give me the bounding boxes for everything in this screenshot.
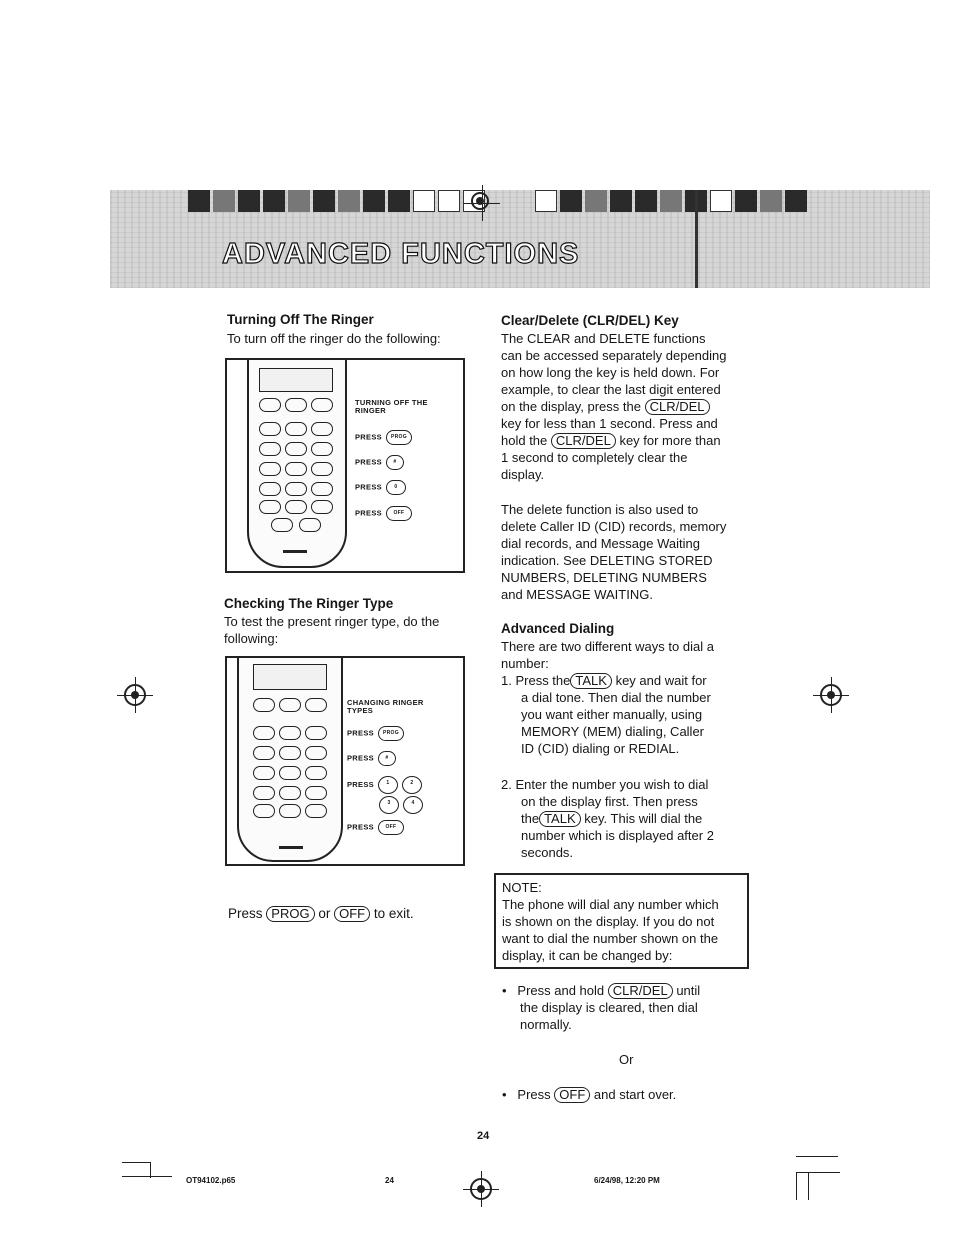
- ringer-type-illustration: [225, 656, 465, 866]
- ringer-off-intro: To turn off the ringer do the following:: [227, 331, 441, 346]
- clr-del-key: CLR/DEL: [608, 983, 673, 999]
- phone-handset-illustration: [237, 656, 343, 862]
- diagram-step: PRESS 1 2: [347, 776, 422, 794]
- crop-mark: [796, 1172, 840, 1173]
- bullet-icon: •: [502, 1087, 507, 1102]
- crop-mark: [150, 1162, 151, 1178]
- diagram-step: 3 4: [375, 796, 423, 814]
- phone-display: [259, 368, 333, 392]
- registration-target-icon: [820, 684, 842, 706]
- footer-page: 24: [385, 1176, 394, 1185]
- exit-instruction: Press PROG or OFF to exit.: [228, 906, 414, 921]
- talk-key: TALK: [570, 673, 612, 689]
- prog-key: PROG: [266, 906, 314, 922]
- dialing-step-2: 2. Enter the number you wish to dial on the display first. Then press the TALK key. This will dial the number which is displayed after 2 seconds.: [501, 777, 714, 860]
- dialing-step-1: 1. Press the TALK key and wait for a dial tone. Then dial the number you want either manually, using MEMORY (MEM) dialing, Caller ID (CID) dialing or REDIAL.: [501, 673, 711, 756]
- registration-target-icon: [124, 684, 146, 706]
- ringer-type-intro: To test the present ringer type, do the following:: [224, 614, 440, 646]
- clr-del-paragraph: The CLEAR and DELETE functions can be accessed separately depending on how long the key is held down. For example, to clear the last digit entered on the display, press the CLR/DEL key for less than 1 second. Press and hold the CLR/DEL key for more than 1 second to completely clear the display.: [501, 331, 727, 482]
- note-title: NOTE:: [502, 880, 542, 895]
- crop-mark: [122, 1162, 150, 1163]
- advanced-dialing-heading: Advanced Dialing: [501, 621, 615, 636]
- off-key: OFF: [334, 906, 370, 922]
- diagram-step: PRESS PROG: [347, 726, 404, 741]
- diagram-caption: TYPES: [347, 706, 374, 715]
- diagram-caption: RINGER: [355, 406, 386, 415]
- banner-blocks-right: [535, 190, 807, 212]
- crop-mark: [122, 1176, 172, 1177]
- section-title: ADVANCED FUNCTIONS: [222, 238, 580, 270]
- bullet-off: • Press OFF and start over.: [502, 1087, 677, 1102]
- page-number: 24: [477, 1130, 490, 1142]
- footer-filename: OT94102.p65: [186, 1176, 236, 1185]
- clr-del-key: CLR/DEL: [551, 433, 616, 449]
- ringer-type-heading: Checking The Ringer Type: [224, 596, 394, 611]
- crop-mark: [796, 1172, 797, 1200]
- bullet-icon: •: [502, 983, 507, 998]
- ringer-off-heading: Turning Off The Ringer: [227, 312, 374, 327]
- clr-del-heading: Clear/Delete (CLR/DEL) Key: [501, 313, 679, 328]
- diagram-caption: CHANGING RINGER: [347, 698, 424, 707]
- bullet-clr-del: • Press and hold CLR/DEL until the display is cleared, then dial normally.: [502, 983, 701, 1032]
- phone-handset-illustration: [247, 358, 347, 568]
- diagram-caption: TURNING OFF THE: [355, 398, 428, 407]
- registration-target-icon: [471, 192, 489, 210]
- diagram-step: PRESS 0: [355, 480, 406, 495]
- diagram-step: PRESS PROG: [355, 430, 412, 445]
- ringer-off-illustration: [225, 358, 465, 573]
- or-separator: Or: [619, 1052, 634, 1067]
- talk-key: TALK: [539, 811, 581, 827]
- crop-mark: [808, 1172, 809, 1200]
- off-key: OFF: [554, 1087, 590, 1103]
- delete-paragraph: The delete function is also used to delete Caller ID (CID) records, memory dial records, and Message Waiting indication. See DELETING STORED NUMBERS, DELETING NUMBERS and MESSAGE WAITING.: [501, 502, 727, 602]
- diagram-step: PRESS OFF: [347, 820, 404, 835]
- section-banner: [110, 190, 930, 288]
- clr-del-key: CLR/DEL: [645, 399, 710, 415]
- phone-display: [253, 664, 327, 690]
- registration-target-icon: [470, 1178, 492, 1200]
- diagram-step: PRESS #: [347, 751, 396, 766]
- advanced-dialing-intro: There are two different ways to dial a number:: [501, 639, 714, 671]
- diagram-step: PRESS OFF: [355, 506, 412, 521]
- note-box: NOTE: The phone will dial any number which is shown on the display. If you do not want to dial the number shown on the display, it can be changed by:: [494, 873, 749, 969]
- footer-date: 6/24/98, 12:20 PM: [594, 1176, 660, 1185]
- banner-blocks-left: [188, 190, 485, 212]
- diagram-step: PRESS #: [355, 455, 404, 470]
- crop-mark: [796, 1156, 838, 1157]
